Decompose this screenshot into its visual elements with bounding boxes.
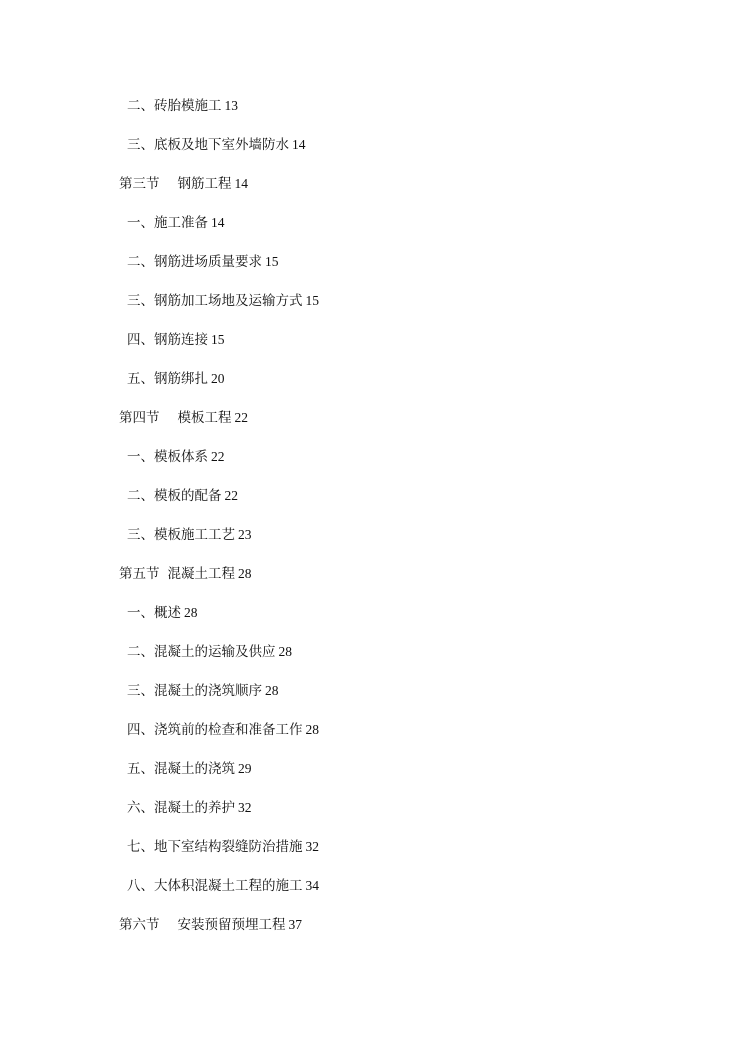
toc-page-number: 15 [265, 254, 279, 269]
toc-page-number: 28 [184, 605, 198, 620]
toc-entry-label: 八、大体积混凝土工程的施工 [127, 878, 303, 894]
toc-entry-label: 钢筋工程 [177, 176, 232, 192]
toc-item [0, 599, 744, 638]
toc-page-number: 29 [238, 761, 252, 776]
toc-section-number: 第五节 [119, 566, 160, 582]
toc-page-number: 15 [305, 293, 319, 308]
toc-page-number: 22 [224, 488, 238, 503]
toc-entry-label: 一、施工准备 [127, 215, 208, 231]
toc-entry-label: 模板工程 [177, 410, 232, 426]
toc-item [0, 287, 744, 326]
toc-page-number: 15 [211, 332, 225, 347]
toc-entry-label: 二、砖胎模施工 [127, 98, 222, 114]
toc-entry-label: 五、钢筋绑扎 [127, 371, 208, 387]
toc-page-number: 23 [238, 527, 252, 542]
toc-entry-label: 安装预留预埋工程 [177, 917, 286, 933]
toc-entry-label: 一、概述 [127, 605, 181, 621]
toc-item [0, 833, 744, 872]
toc-page-number: 14 [211, 215, 225, 230]
toc-item [0, 365, 744, 404]
toc-item [0, 443, 744, 482]
toc-item [0, 755, 744, 794]
table-of-contents [0, 92, 744, 950]
toc-section-heading [0, 170, 744, 209]
toc-section-number: 第四节 [119, 410, 160, 426]
toc-item [0, 131, 744, 170]
toc-entry-label: 混凝土工程 [167, 566, 235, 582]
toc-item [0, 677, 744, 716]
toc-item [0, 209, 744, 248]
toc-page-number: 37 [288, 917, 302, 932]
toc-entry-label: 三、底板及地下室外墙防水 [127, 137, 289, 153]
toc-page-number: 28 [265, 683, 279, 698]
toc-section-heading [0, 911, 744, 950]
toc-section-number: 第三节 [119, 176, 160, 192]
toc-page-number: 34 [305, 878, 319, 893]
toc-section-heading [0, 404, 744, 443]
toc-item [0, 326, 744, 365]
toc-page-number: 13 [224, 98, 238, 113]
toc-page-number: 22 [234, 410, 248, 425]
toc-entry-label: 二、模板的配备 [127, 488, 222, 504]
toc-page-number: 32 [238, 800, 252, 815]
toc-entry-label: 五、混凝土的浇筑 [127, 761, 235, 777]
toc-page-number: 22 [211, 449, 225, 464]
toc-section-number: 第六节 [119, 917, 160, 933]
toc-item [0, 872, 744, 911]
toc-entry-label: 三、混凝土的浇筑顺序 [127, 683, 262, 699]
toc-page-number: 28 [305, 722, 319, 737]
toc-section-heading [0, 560, 744, 599]
toc-item [0, 716, 744, 755]
toc-entry-label: 四、浇筑前的检查和准备工作 [127, 722, 303, 738]
toc-item [0, 794, 744, 833]
toc-entry-label: 七、地下室结构裂缝防治措施 [127, 839, 303, 855]
toc-item [0, 92, 744, 131]
toc-entry-label: 二、钢筋进场质量要求 [127, 254, 262, 270]
toc-entry-label: 四、钢筋连接 [127, 332, 208, 348]
toc-entry-label: 三、模板施工工艺 [127, 527, 235, 543]
toc-page-number: 14 [292, 137, 306, 152]
toc-page-number: 14 [234, 176, 248, 191]
toc-entry-label: 六、混凝土的养护 [127, 800, 235, 816]
toc-item [0, 248, 744, 287]
toc-entry-label: 一、模板体系 [127, 449, 208, 465]
toc-item [0, 638, 744, 677]
toc-page-number: 28 [238, 566, 252, 581]
toc-entry-label: 二、混凝土的运输及供应 [127, 644, 276, 660]
toc-item [0, 521, 744, 560]
toc-entry-label: 三、钢筋加工场地及运输方式 [127, 293, 303, 309]
toc-page-number: 20 [211, 371, 225, 386]
toc-page-number: 28 [278, 644, 292, 659]
toc-page-number: 32 [305, 839, 319, 854]
toc-item [0, 482, 744, 521]
